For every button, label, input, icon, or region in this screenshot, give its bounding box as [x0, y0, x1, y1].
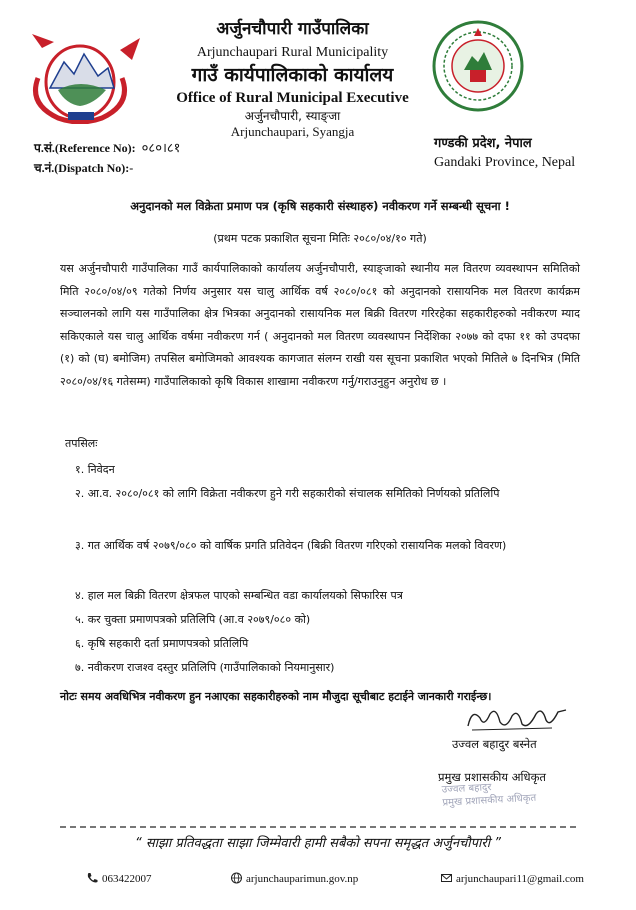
details-label: तपसिलः	[65, 437, 98, 450]
nepal-emblem-icon	[28, 28, 148, 124]
location-en: Arjunchaupari, Syangja	[230, 124, 355, 139]
office-name-np: गाउँ कार्यपालिकाको कार्यालय	[191, 64, 394, 86]
list-item: ६. कृषि सहकारी दर्ता प्रमाणपत्रको प्रतिलिपि	[75, 637, 249, 650]
notice-subject: अनुदानको मल विक्रेता प्रमाण पत्र (कृषि सहकारी संस्थाहरु) नवीकरण गर्ने सम्बन्धी सूचना !	[130, 199, 510, 213]
signatory-title: प्रमुख प्रशासकीय अधिकृत	[438, 770, 546, 784]
signatory-name: उज्वल बहादुर बस्नेत	[452, 737, 537, 751]
handwritten-signature-icon	[462, 702, 572, 736]
email-address: arjunchaupari11@gmail.com	[456, 873, 584, 885]
reference-block	[34, 138, 180, 178]
phone-icon	[86, 872, 99, 884]
list-item: ५. कर चुक्ता प्रमाणपत्रको प्रतिलिपि (आ.व २०७९/०८० को)	[75, 613, 311, 626]
phone-contact	[86, 872, 152, 885]
notice-subtitle: (प्रथम पटक प्रकाशित सूचना मितिः २०८०/०४/१० गते)	[213, 232, 427, 245]
envelope-icon	[440, 872, 453, 884]
list-item: १. निवेदन	[75, 463, 115, 476]
phone-number: 063422007	[102, 873, 152, 885]
province-np: गण्डकी प्रदेश, नेपाल	[434, 136, 532, 151]
letterhead	[150, 18, 435, 140]
dispatch-label: च.नं.(Dispatch No):-	[34, 161, 134, 175]
location-np: अर्जुनचौपारी, स्याङ्जा	[244, 109, 341, 123]
website-url: arjunchauparimun.gov.np	[246, 873, 359, 885]
municipality-name-np: अर्जुनचौपारी गाउँपालिका	[216, 19, 369, 39]
notice-note: नोटः समय अवधिभित्र नवीकरण हुन नआएका सहकारीहरुको नाम मौजुदा सूचीबाट हटाईने जानकारी गराईन्छ।	[60, 690, 492, 703]
email-contact	[440, 872, 584, 885]
stamp-line: प्रमुख प्रशासकीय अधिकृत	[442, 792, 537, 809]
globe-icon	[230, 872, 243, 884]
list-item: ७. नवीकरण राजश्व दस्तुर प्रतिलिपि (गाउँपालिकाको नियमानुसार)	[75, 661, 335, 674]
province-en: Gandaki Province, Nepal	[434, 155, 576, 170]
stamp-line: उज्वल बहादुर	[441, 782, 492, 796]
website-contact	[230, 872, 358, 885]
municipality-seal-icon	[430, 18, 526, 114]
footer-motto: “ साझा प्रतिवद्धता साझा जिम्मेवारी हामी सबैको सपना समृद्धत अर्जुनचौपारी ”	[135, 836, 501, 851]
reference-label: प.सं.(Reference No):	[34, 141, 136, 155]
municipality-name-en: Arjunchaupari Rural Municipality	[196, 45, 389, 60]
list-item: ३. गत आर्थिक वर्ष २०७९/०८० को वार्षिक प्रगति प्रतिवेदन (बिक्री वितरण गरिएको रासायनिक मलको विवरण)	[75, 539, 507, 552]
office-name-en: Office of Rural Municipal Executive	[176, 90, 409, 106]
reference-value: ०८०।८१	[141, 140, 181, 155]
list-item: २. आ.व. २०८०/०८१ को लागि विक्रेता नवीकरण हुने गरी सहकारीको संचालक समितिको निर्णयको प्रतिलिपि	[75, 487, 500, 500]
province-block	[434, 134, 604, 172]
notice-body: यस अर्जुनचौपारी गाउँपालिका गाउँ कार्यपालिकाको कार्यालय अर्जुनचौपारी, स्याङ्जाको स्थानीय मल वितरण व्यवस्थापन समितिको मिति २०८०/०४/०९ गतेको निर्णय अनुसार यस चालु आर्थिक वर्ष २०८०/०८१ को अनुदानको रासायनिक मल वितरण कार्यक्रम सञ्चालनको लागि यस गाउँपालिका क्षेत्र भित्रका अनुदानको रासायनिक मल बिक्री वितरण गरिरहेका सहकारीहरुको नवीकरण म्याद सकिएकाले यस चालु आर्थिक वर्षमा नवीकरण गर्न ( अनुदानको मल वितरण व्यवस्थापन निर्देशिका २०७७ को दफा ११ को उपदफा (१) को (घ) बमोजिम) तपसिल बमोजिमको आवश्यक कागजात संलग्न राखी यस सूचना प्रकाशित भएको मितिले ७ दिनभित्र (मिति २०८०/०४/१६ गतेसम्म) गाउँपालिकाको कृषि विकास शाखामा नवीकरण गर्नु/गराउनुहुन अनुरोध छ ।	[60, 262, 580, 388]
footer-divider	[60, 826, 576, 828]
list-item: ४. हाल मल बिक्री वितरण क्षेत्रफल पाएको सम्बन्धित वडा कार्यालयको सिफारिस पत्र	[75, 589, 403, 602]
